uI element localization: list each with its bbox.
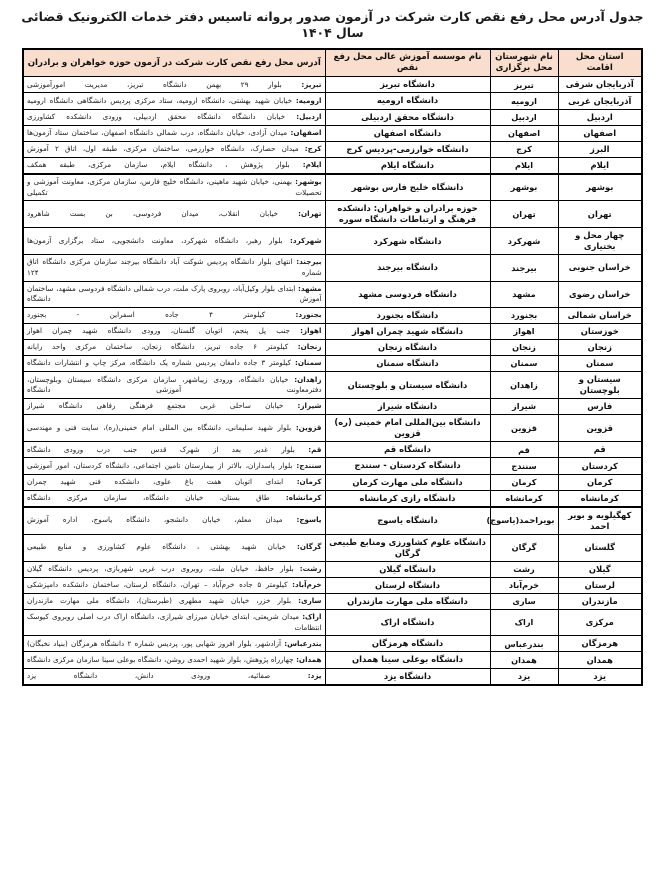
address-city-lead: شهرکرد: (290, 236, 322, 245)
cell-province: اصفهان (558, 125, 642, 141)
cell-province: گیلان (558, 561, 642, 577)
address-city-lead: کرمانشاه: (285, 492, 322, 502)
cell-province: ایلام (558, 157, 642, 174)
cell-province: بوشهر (558, 174, 642, 201)
table-row (23, 340, 642, 356)
address-city-lead: ساری: (298, 596, 322, 606)
table-row (23, 668, 642, 685)
cell-city: همدان (490, 652, 558, 668)
cell-institution: دانشگاه علوم کشاورزی ومنابع طبیعی گرگان (325, 534, 490, 561)
cell-address (23, 372, 325, 399)
address-detail: خیابان شهید بهشتی ، دانشگاه علوم کشاورزی و منابع طبیعی (27, 542, 297, 552)
address-detail: بلوار غدیر بعد از شهرک قدس جنب درب ورودی دانشگاه (27, 444, 309, 454)
address-city-lead: اهواز: (300, 326, 322, 336)
cell-city: ارومیه (490, 93, 558, 109)
cell-address (23, 577, 325, 593)
cell-city: شهرکرد (490, 228, 558, 255)
cell-institution: دانشگاه فردوسی مشهد (325, 281, 490, 307)
header-row (23, 49, 642, 77)
cell-province: خراسان رضوی (558, 281, 642, 307)
cell-institution: دانشگاه محقق اردبیلی (325, 109, 490, 125)
cell-address (23, 610, 325, 636)
cell-address (23, 228, 325, 255)
cell-address (23, 174, 325, 201)
cell-institution: دانشگاه ارومیه (325, 93, 490, 109)
table-row (23, 141, 642, 157)
cell-city: تهران (490, 201, 558, 228)
cell-province: چهار محل و بختیاری (558, 228, 642, 255)
table-header (23, 49, 642, 77)
cell-address (23, 458, 325, 474)
cell-province: همدان (558, 652, 642, 668)
cell-province: آذربایجان شرقی (558, 77, 642, 93)
table-row (23, 125, 642, 141)
cell-province: لرستان (558, 577, 642, 593)
table-row (23, 356, 642, 372)
column-header-province: استان محل اقامت (558, 49, 642, 77)
cell-institution: دانشگاه خلیج فارس بوشهر (325, 174, 490, 201)
table-row (23, 577, 642, 593)
cell-city: مشهد (490, 281, 558, 307)
cell-province: قزوین (558, 415, 642, 442)
cell-institution: دانشگاه بیرجند (325, 255, 490, 281)
table-row (23, 593, 642, 609)
table-row (23, 415, 642, 442)
address-detail: خیابان ساحلی غربی مجتمع فرهنگی رفاهی دانشگاه شیراز (27, 401, 298, 411)
cell-city: اراک (490, 610, 558, 636)
address-city-lead: ارومیه: (295, 95, 322, 105)
cell-province: هرمزگان (558, 636, 642, 652)
address-city-lead: خرم‌آباد: (292, 580, 322, 590)
cell-address (23, 534, 325, 561)
table-row (23, 201, 642, 228)
cell-city: بندرعباس (490, 636, 558, 652)
address-detail: بلوار خزر، خیابان شهید مطهری (طبرستان)، دانشگاه ملی مهارت مازندران (27, 596, 299, 606)
cell-city: بویراحمد(یاسوج) (490, 507, 558, 534)
cell-institution: دانشگاه تبریز (325, 77, 490, 93)
column-header-address: آدرس محل رفع نقص کارت شرکت در آزمون حوزه خواهران و برادران (23, 49, 325, 77)
address-city-lead: یاسوج: (296, 515, 322, 525)
address-city-lead: تبریز: (301, 79, 322, 89)
cell-institution: دانشگاه سمنان (325, 356, 490, 372)
address-city-lead: اصفهان: (290, 127, 322, 137)
cell-city: رشت (490, 561, 558, 577)
cell-province: مازندران (558, 593, 642, 609)
cell-institution: دانشگاه ایلام (325, 157, 490, 174)
cell-province: البرز (558, 141, 642, 157)
cell-province: آذربایجان غربی (558, 93, 642, 109)
table-row (23, 323, 642, 339)
column-header-city: نام شهرستان محل برگزاری (490, 49, 558, 77)
table-row (23, 77, 642, 93)
cell-institution: دانشگاه شهرکرد (325, 228, 490, 255)
cell-city: یزد (490, 668, 558, 685)
address-detail: بلوار رهبر، دانشگاه شهرکرد، معاونت دانشجویی، ستاد برگزاری آزمون‌ها (27, 236, 290, 245)
address-city-lead: یزد: (307, 670, 322, 680)
cell-institution: دانشگاه خوارزمی-پردیس کرج (325, 141, 490, 157)
cell-address (23, 593, 325, 609)
cell-institution: دانشگاه اصفهان (325, 125, 490, 141)
address-detail: بلوار حافظ، خیابان ملت، روبروی درب غربی شهربازی، پردیس دانشگاه گیلان (27, 564, 300, 573)
cell-address (23, 93, 325, 109)
cell-province: کردستان (558, 458, 642, 474)
address-detail: خیابان انقلاب، میدان فردوسی، بن بست شاهرود (27, 208, 299, 218)
address-city-lead: ایلام: (302, 160, 322, 170)
cell-institution: دانشگاه بین‌المللی امام خمینی (ره) قزوین (325, 415, 490, 442)
table-container (0, 48, 665, 686)
cell-province: خراسان شمالی (558, 307, 642, 323)
cell-province: اردبیل (558, 109, 642, 125)
cell-address (23, 340, 325, 356)
cell-province: سمنان (558, 356, 642, 372)
table-row (23, 534, 642, 561)
address-detail: بلوار پژوهش ، دانشگاه ایلام، سازمان مرکزی، طبقه همکف (27, 160, 303, 170)
address-city-lead: بوشهر: (295, 176, 322, 186)
cell-address (23, 281, 325, 307)
address-detail: جنب پل پنجم، اتوبان گلستان، ورودی دانشگاه شهید چمران اهواز (27, 326, 301, 336)
cell-city: سمنان (490, 356, 558, 372)
address-city-lead: زنجان: (297, 342, 322, 352)
address-city-lead: بجنورد: (295, 310, 322, 320)
cell-province: یزد (558, 668, 642, 685)
cell-city: گرگان (490, 534, 558, 561)
cell-address (23, 652, 325, 668)
page-title: جدول آدرس محل رفع نقص کارت شرکت در آزمون صدور پروانه تاسیس دفتر خدمات الکترونیک قضائی سال ۱۴۰۴ (21, 9, 644, 40)
cell-institution: دانشگاه هرمزگان (325, 636, 490, 652)
cell-address (23, 399, 325, 415)
address-city-lead: شیراز: (297, 401, 322, 411)
address-detail: بهمنی، خیابان شهید ماهینی، دانشگاه خلیج فارس، سازمان مرکزی، معاونت آموزشی و تحصیلات تکمیلی (27, 176, 322, 197)
address-detail: ابتدای بلوار وکیل‌آباد، روبروی پارک ملت، درب شمالی دانشگاه فردوسی مشهد، ساختمان آموزش دانشگاه (27, 283, 322, 304)
table-row (23, 228, 642, 255)
address-city-lead: سنندج: (296, 460, 322, 470)
address-city-lead: زاهدان: (294, 374, 322, 384)
table-row (23, 442, 642, 458)
address-detail: خیابان دانشگاه دانشگاه محقق اردبیلی، ورودی دانشکده کشاورزی (27, 111, 297, 121)
table-body (23, 77, 642, 685)
table-row (23, 458, 642, 474)
cell-city: ایلام (490, 157, 558, 174)
address-city-lead: سمنان: (294, 358, 322, 368)
cell-institution: دانشگاه قم (325, 442, 490, 458)
table-row (23, 109, 642, 125)
cell-address (23, 141, 325, 157)
table-row (23, 507, 642, 534)
cell-city: اهواز (490, 323, 558, 339)
cell-province: خراسان جنوبی (558, 255, 642, 281)
address-city-lead: تهران: (298, 208, 322, 218)
address-detail: آزادشهر، بلوار افروز شهابی پور، پردیس شماره ۲ دانشگاه هرمزگان (بنیاد نخبگان) (27, 638, 285, 648)
address-detail: بلوار پاسداران، بالاتر از بیمارستان تامین اجتماعی، دانشگاه کردستان، امور آموزشی (27, 460, 297, 470)
cell-city: سنندج (490, 458, 558, 474)
cell-province: قم (558, 442, 642, 458)
table-row (23, 307, 642, 323)
address-city-lead: بیرجند: (296, 257, 322, 267)
address-detail: میدان شریعتی، ابتدای خیابان میرزای شیرازی، دانشگاه اراک درب اصلی روبروی کیوسک انتظامات (27, 612, 322, 632)
cell-address (23, 109, 325, 125)
table-row (23, 636, 642, 652)
address-city-lead: همدان: (296, 654, 322, 664)
cell-address (23, 77, 325, 93)
table-row (23, 157, 642, 174)
cell-address (23, 307, 325, 323)
cell-institution: دانشگاه ملی مهارت مازندران (325, 593, 490, 609)
table-row (23, 281, 642, 307)
address-table (22, 48, 643, 686)
cell-institution: دانشگاه لرستان (325, 577, 490, 593)
cell-city: زاهدان (490, 372, 558, 399)
address-detail: بلوار ۲۹ بهمن دانشگاه تبریز، مدیریت امورآموزشی (27, 79, 302, 89)
cell-province: کرمان (558, 474, 642, 490)
table-row (23, 255, 642, 281)
cell-address (23, 415, 325, 442)
address-detail: کیلومتر ۴ جاده اسفراین - بجنورد (27, 310, 296, 320)
table-row (23, 372, 642, 399)
cell-province: سیستان و بلوچستان (558, 372, 642, 399)
cell-city: بیرجند (490, 255, 558, 281)
cell-address (23, 201, 325, 228)
address-city-lead: قزوین: (295, 422, 322, 432)
cell-address (23, 636, 325, 652)
address-detail: طاق بستان، خیابان دانشگاه، سازمان مرکزی دانشگاه (27, 492, 286, 502)
cell-address (23, 668, 325, 685)
address-detail: انتهای بلوار دانشگاه پردیس شوکت آباد دانشگاه بیرجند سازمان مرکزی دانشگاه اتاق شماره ۱۲۴ (27, 257, 322, 277)
cell-city: خرم‌آباد (490, 577, 558, 593)
address-detail: میدان آزادی، خیابان دانشگاه، درب شمالی دانشگاه اصفهان، ساختمان ستاد آزمون‌ها (27, 127, 291, 137)
cell-province: کرمانشاه (558, 490, 642, 507)
cell-institution: دانشگاه سیستان و بلوچستان (325, 372, 490, 399)
cell-institution: دانشگاه اراک (325, 610, 490, 636)
cell-address (23, 323, 325, 339)
cell-address (23, 125, 325, 141)
cell-city: زنجان (490, 340, 558, 356)
cell-address (23, 255, 325, 281)
address-detail: چهارراه پژوهش، بلوار شهید احمدی روشن، دانشگاه بوعلی سینا سازمان مرکزی دانشگاه (27, 654, 297, 664)
cell-city: بوشهر (490, 174, 558, 201)
table-row (23, 610, 642, 636)
address-detail: ابتدای اتوبان هفت باغ علوی، دانشکده فنی شهید چمران (27, 476, 297, 486)
cell-city: کرج (490, 141, 558, 157)
cell-address (23, 490, 325, 507)
cell-province: گلستان (558, 534, 642, 561)
cell-institution: دانشگاه شهید چمران اهواز (325, 323, 490, 339)
address-city-lead: کرمان: (296, 476, 322, 486)
cell-province: مرکزی (558, 610, 642, 636)
cell-province: کهگیلویه و بویر احمد (558, 507, 642, 534)
cell-address (23, 442, 325, 458)
cell-province: زنجان (558, 340, 642, 356)
cell-city: بجنورد (490, 307, 558, 323)
cell-city: تبریز (490, 77, 558, 93)
cell-institution: دانشگاه یاسوج (325, 507, 490, 534)
address-detail: میدان معلم، خیابان دانشجو، دانشگاه یاسوج، اداره آموزش (27, 515, 297, 525)
table-row (23, 93, 642, 109)
cell-institution: دانشگاه بوعلی سینا همدان (325, 652, 490, 668)
cell-city: اصفهان (490, 125, 558, 141)
address-detail: کیلومتر ۳ جاده دامغان پردیس شماره یک دانشگاه، مرکز چاپ و انتشارات دانشگاه (27, 358, 295, 368)
cell-institution: دانشگاه گیلان (325, 561, 490, 577)
table-row (23, 561, 642, 577)
cell-institution: دانشگاه رازی کرمانشاه (325, 490, 490, 507)
cell-address (23, 157, 325, 174)
cell-city: ساری (490, 593, 558, 609)
address-detail: میدان حصارک، دانشگاه خوارزمی، ساختمان مرکزی، طبقه اول، اتاق ۲ آموزش (27, 143, 305, 153)
address-detail: بلوار شهید سلیمانی، دانشگاه بین المللی امام خمینی(ره)، سایت فنی و مهندسی (27, 422, 296, 432)
address-city-lead: مشهد: (297, 283, 322, 293)
cell-institution: دانشگاه ملی مهارت کرمان (325, 474, 490, 490)
table-row (23, 174, 642, 201)
table-row (23, 652, 642, 668)
cell-city: قم (490, 442, 558, 458)
address-detail: صفائیه، ورودی دانش، دانشگاه یزد (27, 670, 308, 680)
cell-address (23, 356, 325, 372)
address-city-lead: قم: (308, 444, 322, 454)
cell-province: تهران (558, 201, 642, 228)
cell-province: خوزستان (558, 323, 642, 339)
cell-institution: دانشگاه شیراز (325, 399, 490, 415)
table-row (23, 490, 642, 507)
cell-address (23, 507, 325, 534)
cell-city: شیراز (490, 399, 558, 415)
cell-city: کرمانشاه (490, 490, 558, 507)
cell-institution: دانشگاه کردستان - سنندج (325, 458, 490, 474)
address-city-lead: اردبیل: (296, 111, 322, 121)
cell-city: کرمان (490, 474, 558, 490)
address-city-lead: گرگان: (296, 542, 322, 552)
column-header-institution: نام موسسه آموزش عالی محل رفع نقص (325, 49, 490, 77)
cell-institution: دانشگاه بجنورد (325, 307, 490, 323)
address-city-lead: رشت: (299, 564, 322, 573)
table-row (23, 399, 642, 415)
table-row (23, 474, 642, 490)
cell-city: قزوین (490, 415, 558, 442)
cell-institution: دانشگاه یزد (325, 668, 490, 685)
address-detail: خیابان دانشگاه، ورودی زیباشهر، سازمان مرکزی دانشگاه سیستان وبلوچستان، دفترمعاونت آموزشی دانشگاه (27, 374, 322, 395)
address-detail: کیلومتر ۵ جاده خرم‌آباد – تهران، دانشگاه لرستان، ساختمان دانشکده دامپزشکی (27, 580, 293, 590)
address-detail: کیلومتر ۶ جاده تبریز، دانشگاه زنجان، ساختمان مرکزی واحد رایانه (27, 342, 298, 352)
address-city-lead: کرج: (304, 143, 322, 153)
address-city-lead: اراک: (302, 612, 322, 622)
address-city-lead: بندرعباس: (284, 638, 322, 648)
cell-address (23, 561, 325, 577)
cell-province: فارس (558, 399, 642, 415)
cell-city: اردبیل (490, 109, 558, 125)
cell-institution: حوزه برادران و خواهران: دانشکده فرهنگ و ارتباطات دانشگاه سوره (325, 201, 490, 228)
cell-address (23, 474, 325, 490)
address-detail: خیابان شهید بهشتی، دانشگاه ارومیه، ستاد مرکزی پردیس دانشگاهی دانشگاه ارومیه (27, 95, 296, 105)
cell-institution: دانشگاه زنجان (325, 340, 490, 356)
